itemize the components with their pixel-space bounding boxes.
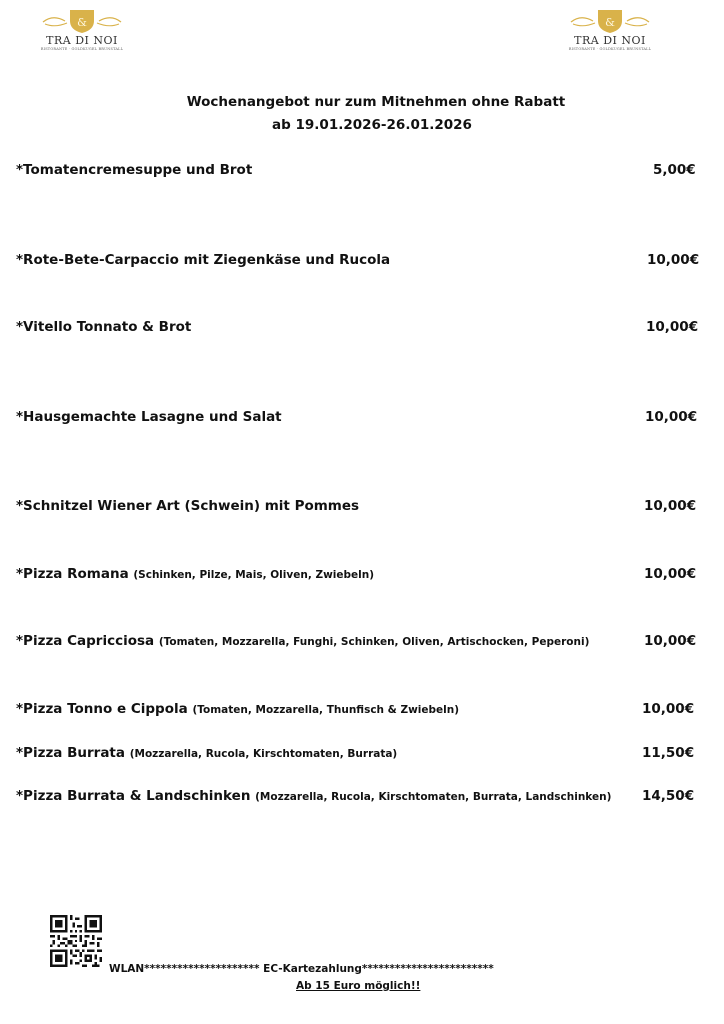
menu-item bbox=[16, 252, 390, 268]
card-payment-minimum: Ab 15 Euro möglich!! bbox=[296, 980, 421, 992]
menu-item bbox=[16, 788, 611, 804]
menu-item-price: 10,00€ bbox=[647, 252, 700, 268]
menu-item bbox=[16, 633, 589, 649]
menu-item-price: 10,00€ bbox=[645, 409, 698, 425]
menu-item-price: 10,00€ bbox=[644, 498, 697, 514]
menu-item-price: 10,00€ bbox=[646, 319, 699, 335]
restaurant-logo-left bbox=[34, 8, 130, 58]
logo-name: TRA DI NOI bbox=[574, 34, 646, 47]
wifi-qr-code-icon bbox=[50, 915, 102, 967]
menu-item-name: *Hausgemachte Lasagne und Salat bbox=[16, 409, 282, 425]
crest-emblem-icon bbox=[567, 8, 653, 34]
menu-item-name: *Pizza Capricciosa bbox=[16, 633, 159, 649]
menu-item-desc: (Mozzarella, Rucola, Kirschtomaten, Burrata, Landschinken) bbox=[255, 791, 612, 803]
menu-item-name: *Pizza Burrata & Landschinken bbox=[16, 788, 256, 804]
menu-item-name: *Schnitzel Wiener Art (Schwein) mit Pommes bbox=[16, 498, 360, 514]
wifi-payment-note: WLAN********************* EC-Kartezahlung************************ bbox=[109, 963, 494, 975]
menu-item-name: *Pizza Romana bbox=[16, 566, 134, 582]
offer-title: Wochenangebot nur zum Mitnehmen ohne Rabatt bbox=[186, 94, 566, 110]
menu-item bbox=[16, 409, 282, 425]
menu-item bbox=[16, 701, 459, 717]
menu-item-price: 14,50€ bbox=[642, 788, 695, 804]
menu-item-price: 10,00€ bbox=[642, 701, 695, 717]
svg-text:&: & bbox=[605, 16, 615, 29]
menu-item-name: *Pizza Tonno e Cippola bbox=[16, 701, 193, 717]
menu-item-desc: (Tomaten, Mozzarella, Funghi, Schinken, Oliven, Artischocken, Peperoni) bbox=[158, 636, 590, 648]
logo-subtitle: RISTORANTE · GOLDKUGEL BRUNSTALL bbox=[40, 47, 124, 51]
logo-subtitle: RISTORANTE · GOLDKUGEL BRUNSTALL bbox=[568, 47, 652, 51]
restaurant-logo-right bbox=[562, 8, 658, 58]
menu-item bbox=[16, 319, 191, 335]
crest-emblem-icon bbox=[39, 8, 125, 34]
menu-item-desc: (Tomaten, Mozzarella, Thunfisch & Zwiebeln) bbox=[192, 704, 460, 716]
menu-item bbox=[16, 566, 374, 582]
menu-item-price: 10,00€ bbox=[644, 633, 697, 649]
menu-item bbox=[16, 162, 252, 178]
menu-item bbox=[16, 745, 397, 761]
logo-name: TRA DI NOI bbox=[46, 34, 118, 47]
menu-item-name: *Tomatencremesuppe und Brot bbox=[16, 162, 253, 178]
menu-item-name: *Rote-Bete-Carpaccio mit Ziegenkäse und Rucola bbox=[16, 252, 391, 268]
menu-item-price: 10,00€ bbox=[644, 566, 697, 582]
menu-item-name: *Pizza Burrata bbox=[16, 745, 130, 761]
menu-item-price: 11,50€ bbox=[642, 745, 695, 761]
svg-text:&: & bbox=[77, 16, 87, 29]
menu-item-price: 5,00€ bbox=[653, 162, 696, 178]
menu-item-name: *Vitello Tonnato & Brot bbox=[16, 319, 192, 335]
menu-item bbox=[16, 498, 359, 514]
menu-item-desc: (Mozzarella, Rucola, Kirschtomaten, Burrata) bbox=[129, 748, 398, 760]
menu-item-desc: (Schinken, Pilze, Mais, Oliven, Zwiebeln) bbox=[133, 569, 375, 581]
offer-date-range: ab 19.01.2026-26.01.2026 bbox=[272, 117, 472, 133]
